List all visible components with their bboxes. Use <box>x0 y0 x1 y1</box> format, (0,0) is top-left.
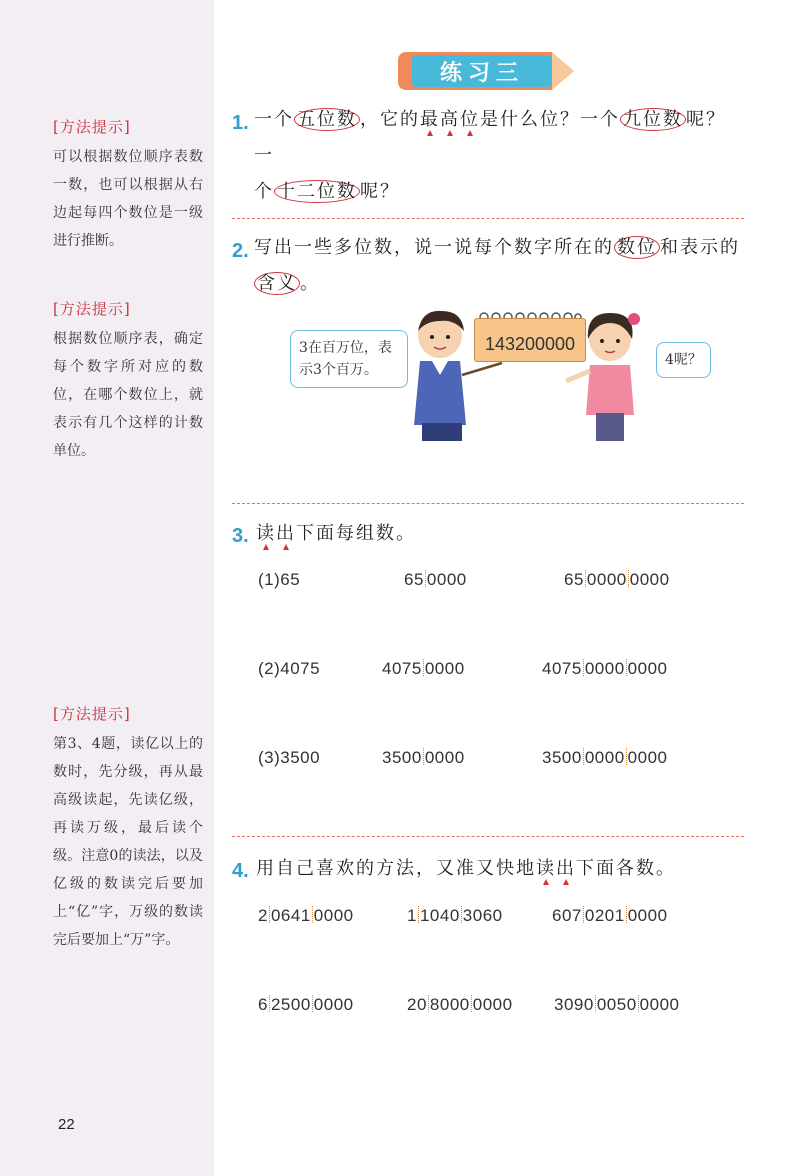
emphasis-char: 读 <box>256 523 276 544</box>
circled-term: 五位数 <box>294 108 360 131</box>
question-3-text: 读出下面每组数。 <box>256 523 416 544</box>
emphasis-char: 出 <box>276 523 296 544</box>
question-2-number: 2. <box>232 240 249 262</box>
circled-term: 数位 <box>614 236 660 259</box>
question-1-number: 1. <box>232 112 249 134</box>
tip-text: 可以根据数位顺序表数一数，也可以根据从右边起每四个数位是一级进行推断。 <box>53 149 203 249</box>
q4-number: 2 0641 0000 <box>258 906 354 925</box>
q4-number: 607 0201 0000 <box>552 906 668 925</box>
tip-text: 第3、4题，读亿以上的数时，先分级，再从最高级读起，先读亿级，再读万级，最后读个级。注意0的读法，以及亿级的数读完后要加上“亿”字，万级的数读完后要加上“万”字。 <box>53 736 203 948</box>
girl-speech-bubble: 4呢？ <box>656 342 711 378</box>
question-1-text: 一个 五位数 ，它的最高位是什么位？一个 九位数 呢？一 个 十二位数 呢？ <box>254 109 726 202</box>
q3-row2-c: 4075 0000 0000 <box>542 659 668 678</box>
sidebar <box>0 0 214 1176</box>
page-title: 练习三 <box>412 55 552 87</box>
emphasis-char: 出 <box>556 858 576 879</box>
method-tip-2 <box>53 298 203 465</box>
q3-row1-b: 65 0000 <box>404 570 467 589</box>
question-4-text: 用自己喜欢的方法，又准又快地读出下面各数。 <box>256 858 676 879</box>
q3-row3-c: 3500 0000 0000 <box>542 748 668 767</box>
question-3-number: 3. <box>232 525 249 547</box>
q3-row3-b: 3500 0000 <box>382 748 465 767</box>
boy-speech-bubble: 3在百万位，表示3个百万。 <box>290 330 408 388</box>
q3-row3-a: (3)3500 <box>258 748 321 767</box>
emphasis-char: 位 <box>460 109 480 130</box>
section-divider <box>232 503 744 504</box>
method-tip-3 <box>53 703 203 954</box>
method-tip-1 <box>53 116 203 255</box>
q3-row2-a: (2)4075 <box>258 659 321 678</box>
q4-number: 6 2500 0000 <box>258 995 354 1014</box>
question-2-text: 写出一些多位数，说一说每个数字所在的 数位 和表示的 含义 。 <box>254 237 740 294</box>
emphasis-char: 读 <box>536 858 556 879</box>
number-board: 143200000 <box>474 318 586 362</box>
q4-number: 1 1040 3060 <box>407 906 503 925</box>
tip-title: [方法提示] <box>53 118 131 136</box>
emphasis-char: 最 <box>420 109 440 130</box>
tip-title: [方法提示] <box>53 705 131 723</box>
q3-row1-a: (1)65 <box>258 570 301 589</box>
circled-term: 含义 <box>254 272 300 295</box>
q4-number: 20 8000 0000 <box>407 995 513 1014</box>
page-number: 22 <box>58 1116 75 1133</box>
title-banner <box>398 52 576 90</box>
q3-row2-b: 4075 0000 <box>382 659 465 678</box>
question-4-number: 4. <box>232 860 249 882</box>
tip-title: [方法提示] <box>53 300 131 318</box>
circled-term: 十二位数 <box>274 180 360 203</box>
circled-term: 九位数 <box>620 108 686 131</box>
banner-arrow-icon <box>552 52 574 90</box>
tip-text: 根据数位顺序表，确定每个数字所对应的数位，在哪个数位上，就表示有几个这样的计数单位。 <box>53 331 203 459</box>
q3-row1-c: 65 0000 0000 <box>564 570 670 589</box>
emphasis-char: 高 <box>440 109 460 130</box>
section-divider <box>232 218 744 219</box>
q4-number: 3090 0050 0000 <box>554 995 680 1014</box>
section-divider <box>232 836 744 837</box>
